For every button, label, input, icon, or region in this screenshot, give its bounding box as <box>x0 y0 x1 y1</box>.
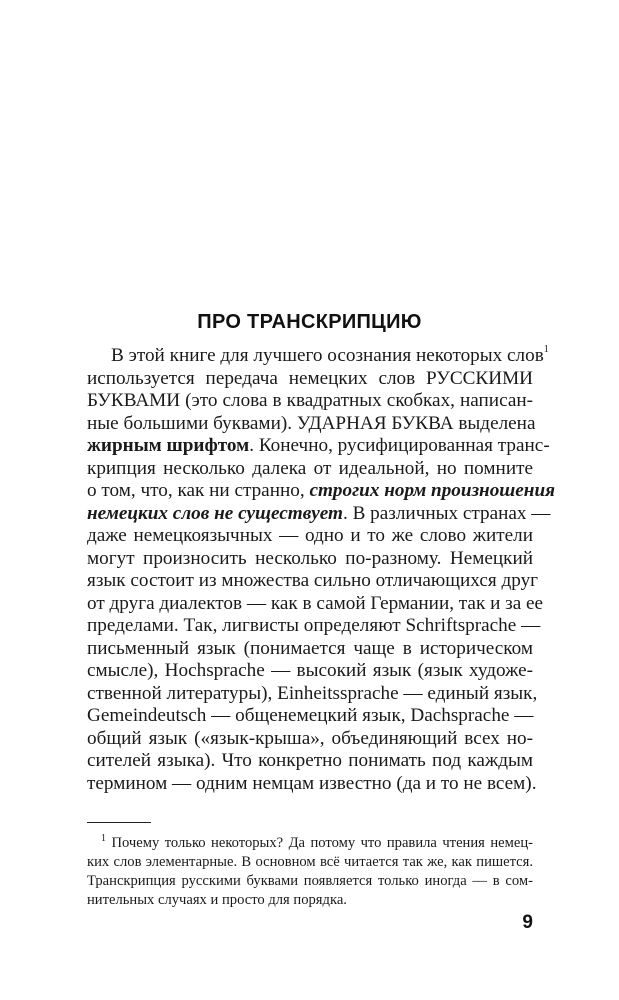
text-segment: ких слов элементарные. В основном всё читается так же, как пишется. <box>87 854 533 870</box>
footnote-line <box>87 853 533 872</box>
footnote-marker: 1 <box>101 833 106 844</box>
body-line <box>87 750 533 773</box>
body-line <box>87 772 537 796</box>
body-line <box>87 592 544 616</box>
body-line <box>87 390 533 413</box>
body-line <box>87 480 556 503</box>
body-line <box>87 570 539 593</box>
body-line <box>87 660 533 683</box>
text-segment: используется передача немецких слов РУССКИМИ <box>87 367 533 389</box>
text-segment: Почему только некоторых? Да потому что правила чтения немец- <box>106 835 533 851</box>
text-segment: от друга диалектов — как в самой Германии, так и за ее <box>87 592 544 614</box>
body-line <box>87 412 536 436</box>
emphasized-text: строгих норм произношения <box>309 480 556 501</box>
text-segment: пределами. Так, лигвисты определяют Schriftsprache — <box>87 615 541 636</box>
text-segment: смысле), Hochsprache — высокий язык (язык художе- <box>87 660 533 681</box>
text-segment: письменный язык (понимается чаще в историческом <box>87 637 533 659</box>
page-number: 9 <box>522 912 533 933</box>
emphasized-text: жирным шрифтом <box>87 435 250 456</box>
footnote-line <box>87 872 533 891</box>
body-line <box>87 502 551 526</box>
body-line <box>87 548 533 571</box>
footnote-divider <box>87 822 151 823</box>
text-segment: сителей языка). Что конкретно понимать под каждым <box>87 750 533 771</box>
body-line <box>87 368 533 391</box>
text-segment: . Конечно, русифицированная транс- <box>249 435 550 456</box>
text-segment: нительных случаях и просто для порядка. <box>87 892 347 908</box>
text-segment: Gemeindeutsch — общенемецкий язык, Dachsprache — <box>87 705 534 726</box>
text-segment: о том, что, как ни странно, <box>87 480 310 501</box>
footnote-marker: 1 <box>543 344 549 355</box>
emphasized-text: немецких слов не существует <box>87 502 343 524</box>
body-line <box>87 435 550 458</box>
text-segment: ные большими буквами). УДАРНАЯ БУКВА выделена <box>87 412 536 434</box>
body-line <box>87 525 533 548</box>
body-line <box>87 458 533 481</box>
text-segment: язык состоит из множества сильно отличающихся друг <box>87 570 539 591</box>
text-segment: ственной литературы), Einheitssprache — единый язык, <box>87 682 538 704</box>
text-segment: термином — одним немцам известно (да и то не всем). <box>87 772 537 794</box>
text-segment: могут произносить несколько по-разному. Немецкий <box>87 547 533 569</box>
body-line <box>87 344 549 368</box>
text-segment: В этой книге для лучшего осознания некоторых слов <box>111 345 544 366</box>
footnote <box>87 834 533 910</box>
text-segment: Транскрипция русскими буквами появляется только иногда — в сом- <box>87 873 533 889</box>
body-line <box>87 615 541 638</box>
body-line <box>87 682 538 706</box>
body-line <box>87 638 533 661</box>
footnote-line <box>87 891 533 910</box>
body-line <box>87 705 533 728</box>
text-segment: общий язык («язык-крыша», объединяющий всех но- <box>87 727 533 749</box>
section-title: ПРО ТРАНСКРИПЦИЮ <box>197 311 422 333</box>
text-segment: крипция несколько далека от идеальной, но помните <box>87 457 533 479</box>
body-line <box>87 728 533 751</box>
body-text <box>87 344 556 795</box>
text-segment: даже немецкоязычных — одно и то же слово жители <box>87 525 533 546</box>
footnote-line <box>87 834 533 853</box>
text-segment: БУКВАМИ (это слова в квадратных скобках, написан- <box>87 390 533 411</box>
text-segment: . В различных странах — <box>342 502 551 524</box>
